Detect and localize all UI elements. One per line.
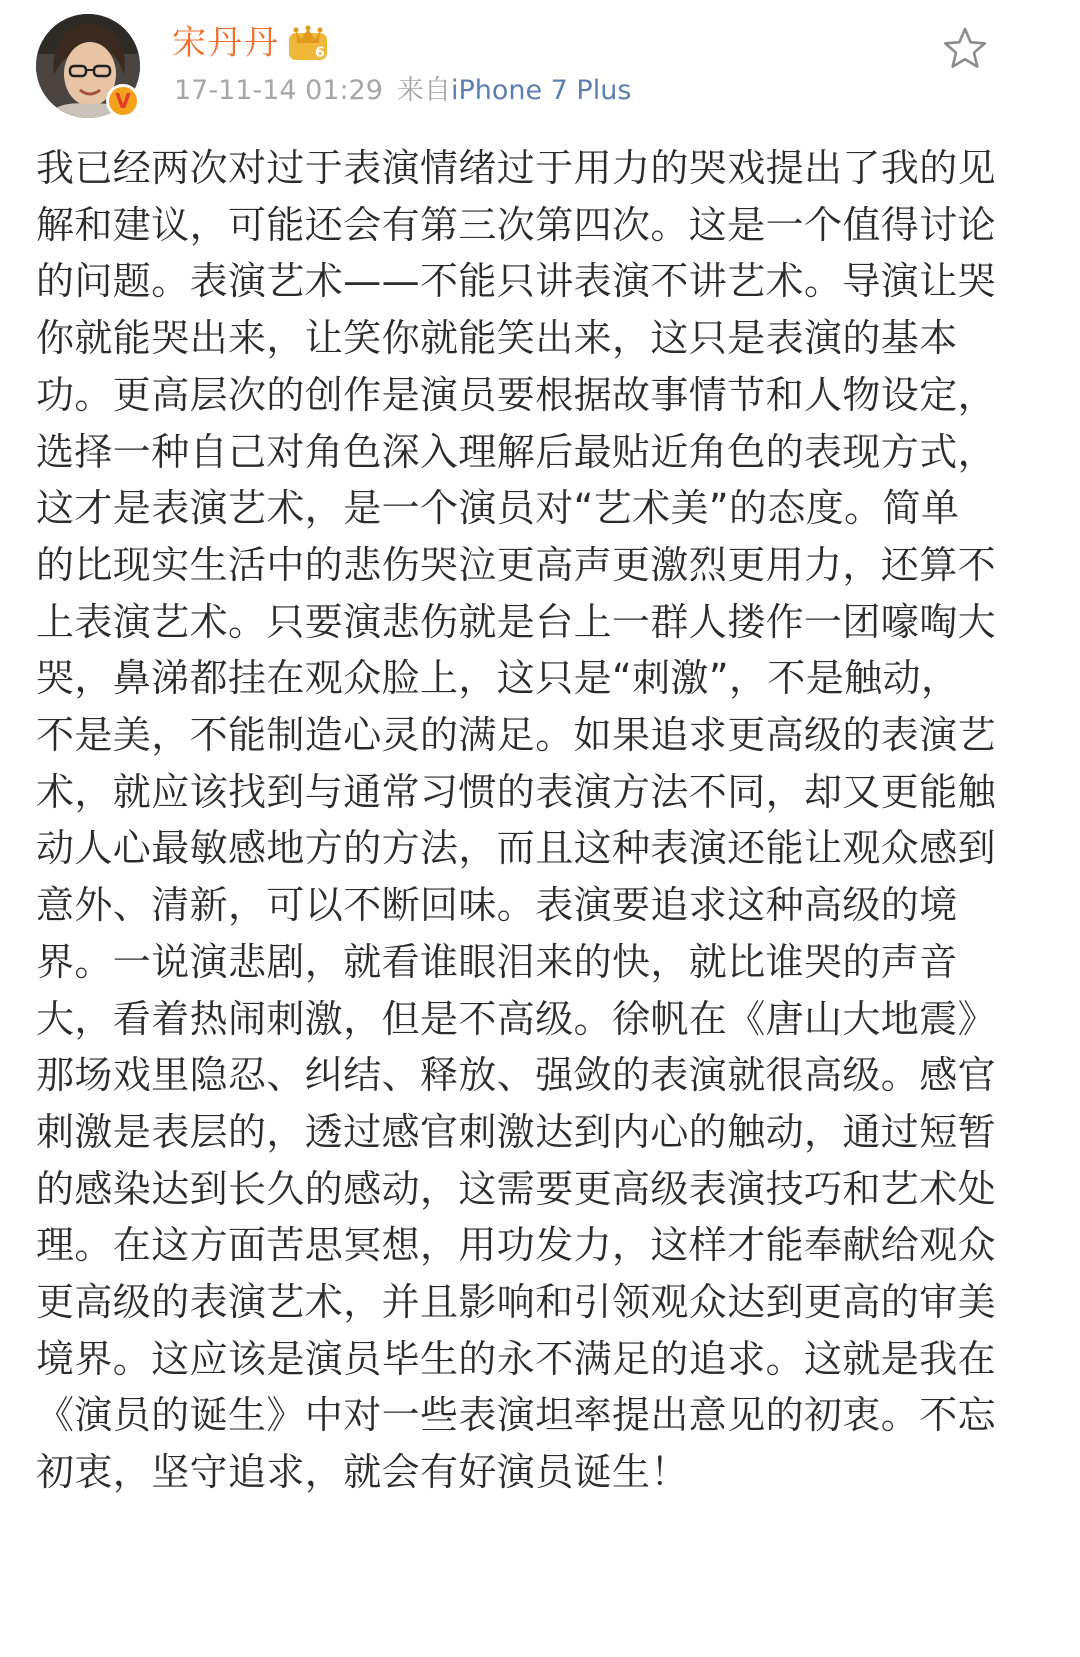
source-prefix: 来自	[396, 75, 451, 106]
post-body-text: 我已经两次对过于表演情绪过于用力的哭戏提出了我的见解和建议，可能还会有第三次第四次。这是一个值得讨论的问题。表演艺术——不能只讲表演不讲艺术。导演让哭你就能哭出来，让笑你就能笑出来，这只是表演的基本功。更高层次的创作是演员要根据故事情节和人物设定，选择一种自己对角色深入理解后最贴近角色的表现方式，这才是表演艺术，是一个演员对“艺术美”的态度。简单的比现实生活中的悲伤哭泣更高声更激烈更用力，还算不上表演艺术。只要演悲伤就是台上一群人搂作一团嚎啕大哭，鼻涕都挂在观众脸上，这只是“刺激”，不是触动，不是美，不能制造心灵的满足。如果追求更高级的表演艺术，就应该找到与通常习惯的表演方法不同，却又更能触动人心最敏感地方的方法，而且这种表演还能让观众感到意外、清新，可以不断回味。表演要追求这种高级的境界。一说演悲剧，就看谁眼泪来的快，就比谁哭的声音大，看着热闹刺激，但是不高级。徐帆在《唐山大地震》那场戏里隐忍、纠结、释放、强敛的表演就很高级。感官刺激是表层的，透过感官刺激达到内心的触动，通过短暂的感染达到长久的感动，这需要更高级表演技巧和艺术处理。在这方面苦思冥想，用功发力，这样才能奉献给观众更高级的表演艺术，并且影响和引领观众达到更高的审美境界。这应该是演员毕生的永不满足的追求。这就是我在《演员的诞生》中对一些表演坦率提出意见的初衷。不忘初衷，坚守追求，就会有好演员诞生！	[36, 146, 997, 1495]
post-meta	[174, 74, 631, 108]
post-timestamp: 17-11-14 01:29	[174, 75, 383, 106]
vip-crown-icon	[288, 24, 328, 62]
verified-symbol: V	[115, 89, 131, 113]
favorite-star-icon[interactable]	[942, 26, 988, 70]
verified-v-icon	[106, 84, 140, 118]
post-header	[0, 0, 1080, 130]
source-device-link[interactable]: iPhone 7 Plus	[450, 75, 632, 106]
author-name[interactable]: 宋丹丹	[172, 23, 280, 63]
vip-level: 6	[315, 45, 325, 61]
